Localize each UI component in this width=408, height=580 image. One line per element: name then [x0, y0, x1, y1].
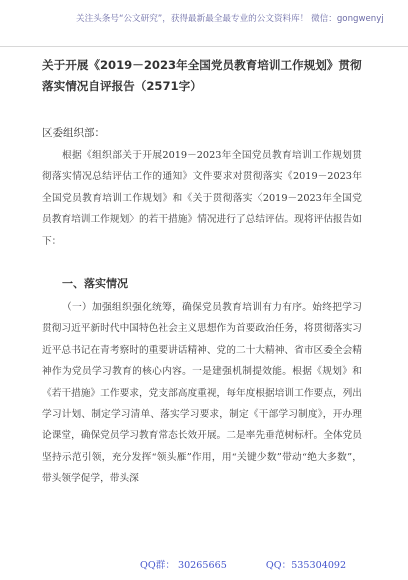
section-heading: 一、落实情况 — [62, 277, 128, 290]
document-title: 关于开展《2019－2023年全国党员教育培训工作规划》贯彻落实情况自评报告（2571字） — [42, 58, 362, 93]
salutation: 区委组织部： — [42, 127, 105, 139]
section-body-paragraph: （一）加强组织强化统筹，确保党员教育培训有力有序。始终把学习贯彻习近平新时代中国特色社会主义思想作为首要政治任务，将贯彻落实习近平总书记在青考察时的重要讲话精神、党的二十大精神、省市区委全会精神作为党员学习教育的核心内容。一是建强机制提效能。根据《规划》和《若干措施》工作要求，党支部高度重视，每年度根据培训工作要点，列出学习计划、制定学习清单、落实学习要求，制定《干部学习制度》，开办理论课堂，确保党员学习教育常态长效开展。二是率先垂范树标杆。全体党员坚持示范引领，充分发挥“领头雁”作用，用“关键少数”带动“绝大多数”，带头领学促学，带头深 — [42, 302, 362, 485]
intro-paragraph: 根据《组织部关于开展2019－2023年全国党员教育培训工作规划贯彻落实情况总结评估工作的通知》文件要求对贯彻落实《2019－2023年全国党员教育培训工作规划》和《关于贯彻落实〈2019－2023年全国党员教育培训工作规划〉的若干措施》情况进行了总结评估。现将评估报告如下： — [42, 150, 362, 247]
page-footer — [140, 557, 346, 571]
qq-number: QQ：535304092 — [265, 560, 347, 571]
header-banner: 关注头条号“公文研究”，获得最新最全最专业的公文资料库！ 微信：gongwenyj — [76, 14, 384, 24]
page-header — [0, 0, 408, 47]
qq-group-number: QQ群： 30265665 — [140, 560, 227, 571]
